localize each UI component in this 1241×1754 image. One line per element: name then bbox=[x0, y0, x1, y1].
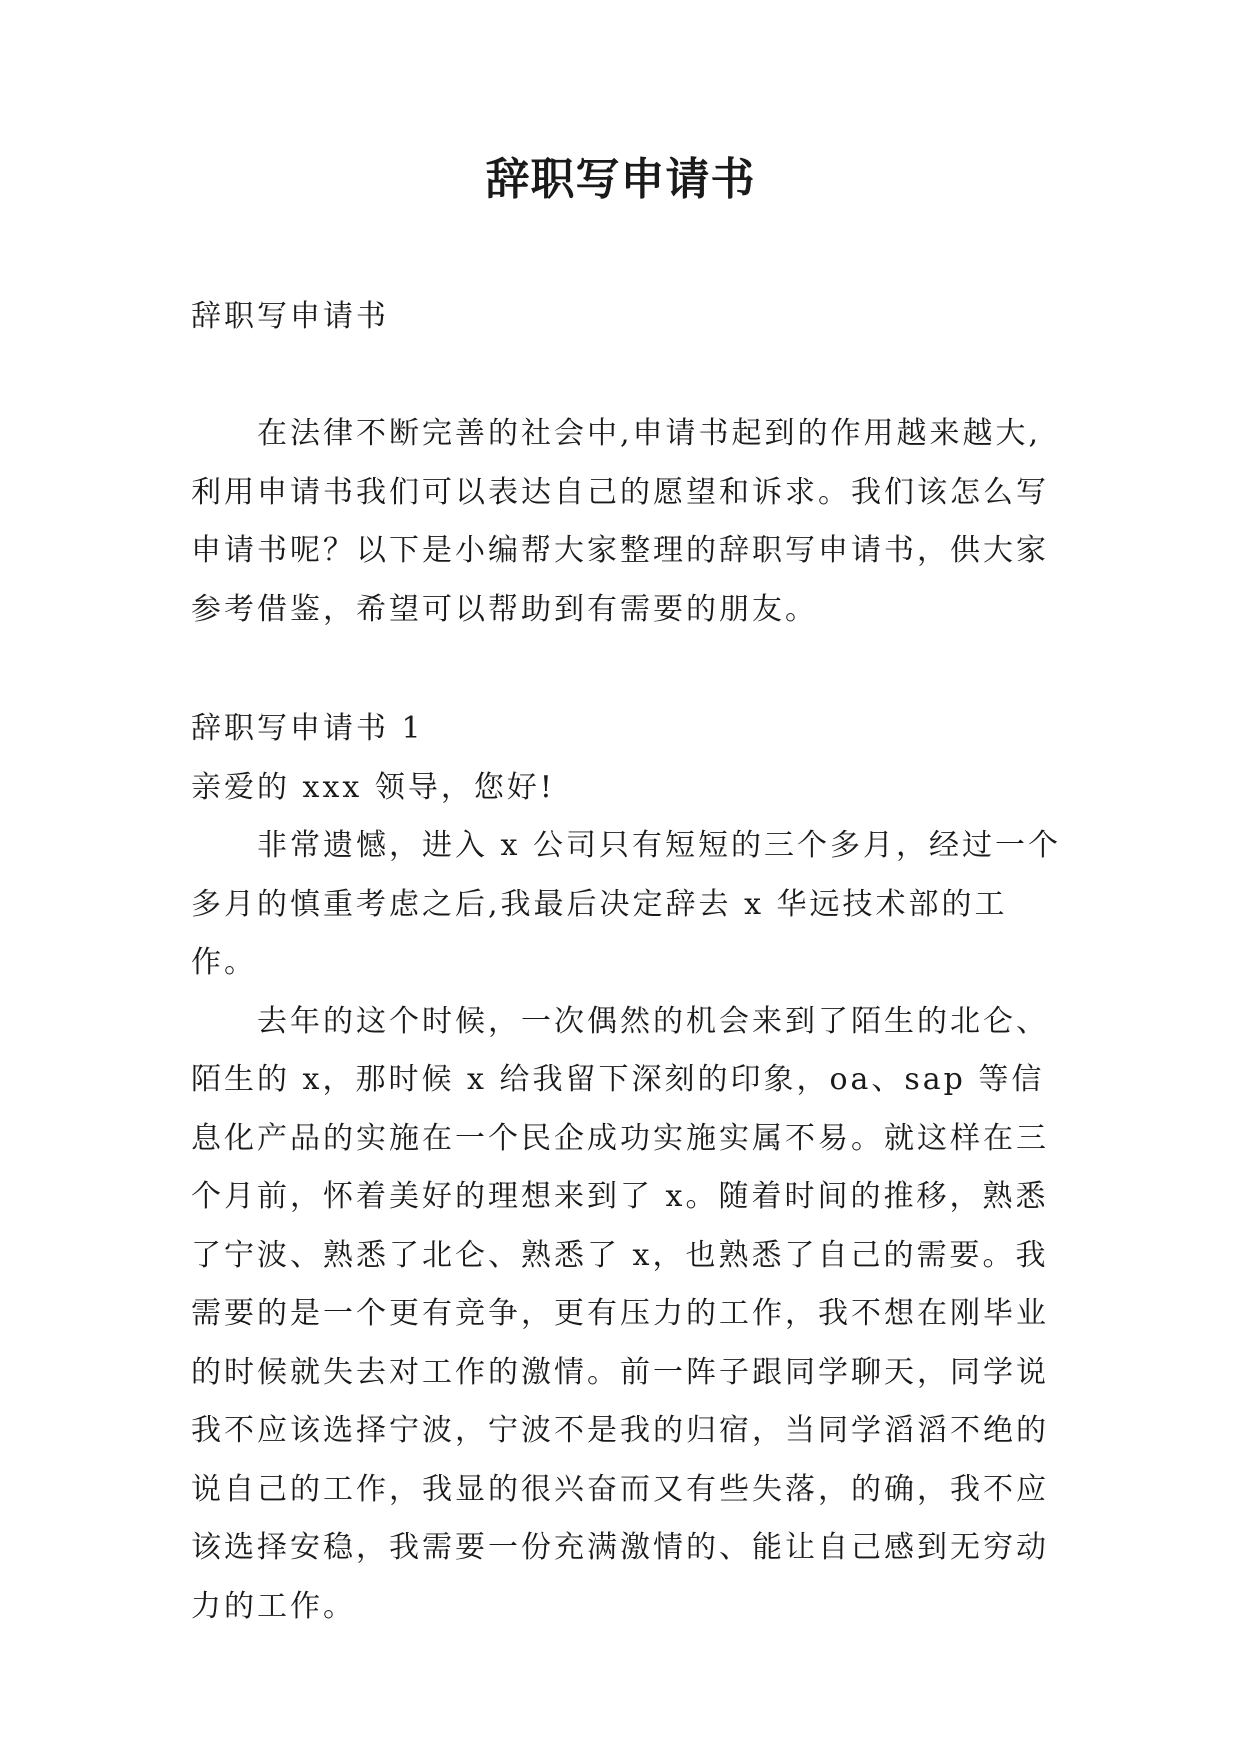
letter-paragraph: 非常遗憾，进入 x 公司只有短短的三个多月，经过一个多月的慎重考虑之后,我最后决定辞去 x 华远技术部的工作。 bbox=[191, 828, 1061, 980]
intro-paragraph: 在法律不断完善的社会中,申请书起到的作用越来越大,利用申请书我们可以表达自己的愿望和诉求。我们该怎么写申请书呢？以下是小编帮大家整理的辞职写申请书，供大家参考借鉴，希望可以帮助到有需要的朋友。 bbox=[191, 416, 1049, 627]
letter-salutation: 亲爱的 xxx 领导，您好! bbox=[191, 769, 555, 805]
document-subtitle: 辞职写申请书 bbox=[191, 299, 389, 334]
letter-paragraph: 去年的这个时候，一次偶然的机会来到了陌生的北仑、陌生的 x，那时候 x 给我留下深刻的印象，oa、sap 等信息化产品的实施在一个民企成功实施实属不易。就这样在三个月前，怀着美好的理想来到了 x。随着时间的推移，熟悉了宁波、熟悉了北仑、熟悉了 x，也熟悉了自己的需要。我需要的是一个更有竞争，更有压力的工作，我不想在刚毕业的时候就失去对工作的激情。前一阵子跟同学聊天，同学说我不应该选择宁波，宁波不是我的归宿，当同学滔滔不绝的说自己的工作，我显的很兴奋而又有些失落，的确，我不应该选择安稳，我需要一份充满激情的、能让自己感到无穷动力的工作。 bbox=[191, 1003, 1049, 1624]
letter-section bbox=[191, 700, 1061, 1636]
section-heading: 辞职写申请书 1 bbox=[191, 711, 424, 746]
document-title: 辞职写申请书 bbox=[485, 154, 756, 205]
